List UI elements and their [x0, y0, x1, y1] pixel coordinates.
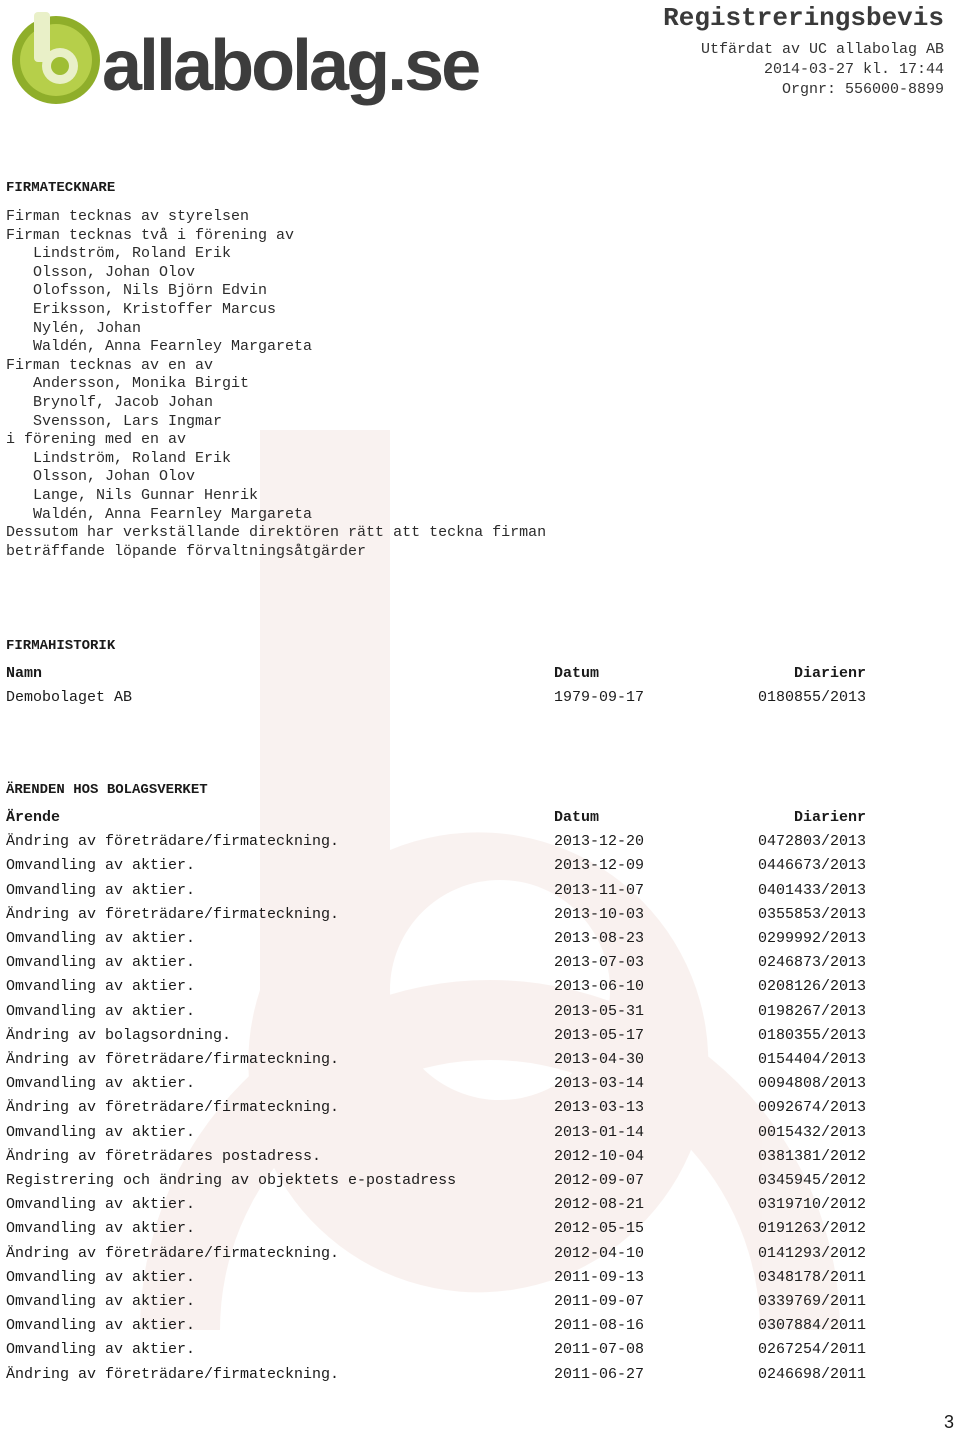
cell-case: Ändring av bolagsordning.: [6, 1026, 232, 1044]
cell-case: Omvandling av aktier.: [6, 1341, 196, 1359]
cell-case: Omvandling av aktier.: [6, 1293, 196, 1311]
cell-reg-number: 0094808/2013: [757, 1075, 866, 1093]
cell-date: 2012-04-10: [554, 1244, 645, 1262]
history-title: FIRMAHISTORIK: [6, 638, 116, 654]
cell-reg-number: 0446673/2013: [757, 857, 866, 875]
company-history-section: [6, 636, 876, 710]
cell-reg-number: 0154404/2013: [757, 1051, 866, 1069]
cell-reg-number: 0339769/2011: [757, 1293, 866, 1311]
table-row: [6, 951, 876, 975]
cases-section: [6, 780, 876, 1387]
table-row: [6, 975, 876, 999]
cell-date: 2013-12-09: [554, 857, 645, 875]
cell-case: Omvandling av aktier.: [6, 954, 196, 972]
cell-reg-number: 0267254/2011: [757, 1341, 866, 1359]
signatory-line: Lindström, Roland Erik: [6, 449, 232, 467]
cell-date: 2012-08-21: [554, 1196, 645, 1214]
cell-case: Omvandling av aktier.: [6, 930, 196, 948]
signatory-line: Olsson, Johan Olov: [6, 263, 196, 281]
cell-case: Ändring av företrädare/firmateckning.: [6, 1244, 340, 1262]
org-number-line: Orgnr: 556000-8899: [781, 81, 944, 98]
cell-reg-number: 0180355/2013: [757, 1026, 866, 1044]
cell-reg-number: 0401433/2013: [757, 881, 866, 899]
cell-case: Omvandling av aktier.: [6, 1123, 196, 1141]
table-row: [6, 1242, 876, 1266]
table-row: [6, 1363, 876, 1387]
cell-reg-number: 0208126/2013: [757, 978, 866, 996]
cell-reg-number: 0472803/2013: [757, 833, 866, 851]
cell-date: 2013-03-14: [554, 1075, 645, 1093]
column-header-reg-number: Diarienr: [793, 665, 866, 682]
cell-reg-number: 0015432/2013: [757, 1123, 866, 1141]
cell-case: Ändring av företrädare/firmateckning.: [6, 1365, 340, 1383]
column-header-name: Namn: [6, 665, 43, 682]
signatory-line: Andersson, Monika Birgit: [6, 375, 250, 393]
table-row: [6, 1169, 876, 1193]
cell-reg-number: 0191263/2012: [757, 1220, 866, 1238]
cell-date: 2013-12-20: [554, 833, 645, 851]
table-row: [6, 1266, 876, 1290]
cases-table-body: [6, 830, 876, 1387]
signatory-line: Brynolf, Jacob Johan: [6, 393, 214, 411]
signatory-line: Firman tecknas av styrelsen: [6, 208, 250, 225]
cell-date: 2012-05-15: [554, 1220, 645, 1238]
cell-date: 2013-01-14: [554, 1123, 645, 1141]
cell-date: 1979-09-17: [554, 689, 645, 707]
cases-header-row: [6, 806, 876, 830]
column-header-reg-number: Diarienr: [793, 809, 866, 826]
signatory-line: Olofsson, Nils Björn Edvin: [6, 282, 268, 300]
cell-case: Omvandling av aktier.: [6, 881, 196, 899]
signatory-line: Olsson, Johan Olov: [6, 468, 196, 486]
cell-reg-number: 0348178/2011: [757, 1268, 866, 1286]
cell-reg-number: 0319710/2012: [757, 1196, 866, 1214]
signatories-section: [6, 178, 876, 198]
signatory-line: Firman tecknas två i förening av: [6, 226, 295, 244]
column-header-date: Datum: [554, 809, 600, 826]
cell-case: Ändring av företrädare/firmateckning.: [6, 905, 340, 923]
document-header: [663, 0, 944, 100]
cell-date: 2013-10-03: [554, 905, 645, 923]
signatory-line: Lange, Nils Gunnar Henrik: [6, 486, 259, 504]
cell-case: Registrering och ändring av objektets e-postadress: [6, 1172, 457, 1190]
company-logo: [8, 4, 478, 108]
signatory-line: Dessutom har verkställande direktören rätt att teckna firman: [6, 524, 547, 542]
signatory-line: Waldén, Anna Fearnley Margareta: [6, 505, 313, 523]
cell-date: 2011-06-27: [554, 1365, 645, 1383]
signatory-line: Nylén, Johan: [6, 319, 142, 337]
table-row: [6, 1217, 876, 1241]
cell-case: Omvandling av aktier.: [6, 857, 196, 875]
cell-date: 2011-09-13: [554, 1268, 645, 1286]
signatory-line: Waldén, Anna Fearnley Margareta: [6, 338, 313, 356]
cell-case: Ändring av företrädare/firmateckning.: [6, 833, 340, 851]
cell-reg-number: 0299992/2013: [757, 930, 866, 948]
signatory-line: i förening med en av: [6, 431, 187, 449]
cell-reg-number: 0307884/2011: [757, 1317, 866, 1335]
logo-mark-icon: [8, 4, 104, 108]
page-number: 3: [943, 1412, 954, 1432]
table-row: [6, 1290, 876, 1314]
table-row: [6, 1024, 876, 1048]
cell-reg-number: 0246873/2013: [757, 954, 866, 972]
cell-case: Omvandling av aktier.: [6, 1002, 196, 1020]
table-row: [6, 1145, 876, 1169]
table-row: [6, 830, 876, 854]
cell-reg-number: 0381381/2012: [757, 1147, 866, 1165]
column-header-date: Datum: [554, 665, 600, 682]
column-header-case: Ärende: [6, 809, 61, 826]
cases-title: ÄRENDEN HOS BOLAGSVERKET: [6, 782, 208, 798]
cell-date: 2013-04-30: [554, 1051, 645, 1069]
signatory-line: beträffande löpande förvaltningsåtgärder: [6, 542, 367, 560]
cell-name: Demobolaget AB: [6, 689, 133, 707]
cell-case: Ändring av företrädare/firmateckning.: [6, 1099, 340, 1117]
cell-case: Omvandling av aktier.: [6, 1075, 196, 1093]
cell-case: Ändring av företrädares postadress.: [6, 1147, 322, 1165]
cell-date: 2011-07-08: [554, 1341, 645, 1359]
cell-date: 2013-08-23: [554, 930, 645, 948]
logo-text: allabolag.se: [102, 26, 479, 106]
signatories-title: FIRMATECKNARE: [6, 180, 116, 196]
table-row: [6, 1096, 876, 1120]
cell-date: 2012-10-04: [554, 1147, 645, 1165]
cell-date: 2011-08-16: [554, 1317, 645, 1335]
issued-date-line: 2014-03-27 kl. 17:44: [763, 61, 944, 78]
cell-case: Omvandling av aktier.: [6, 1220, 196, 1238]
cell-case: Ändring av företrädare/firmateckning.: [6, 1051, 340, 1069]
table-row: [6, 1048, 876, 1072]
table-row: [6, 854, 876, 878]
cell-date: 2013-06-10: [554, 978, 645, 996]
table-row: [6, 1000, 876, 1024]
table-row: [6, 927, 876, 951]
signatories-list: [6, 208, 906, 561]
signatory-line: Eriksson, Kristoffer Marcus: [6, 300, 277, 318]
cell-reg-number: 0246698/2011: [757, 1365, 866, 1383]
table-row: [6, 1121, 876, 1145]
cell-reg-number: 0198267/2013: [757, 1002, 866, 1020]
signatory-line: Firman tecknas av en av: [6, 356, 214, 374]
cell-date: 2011-09-07: [554, 1293, 645, 1311]
cell-date: 2012-09-07: [554, 1172, 645, 1190]
cell-reg-number: 0355853/2013: [757, 905, 866, 923]
signatory-line: Lindström, Roland Erik: [6, 245, 232, 263]
table-row: [6, 879, 876, 903]
cell-date: 2013-05-17: [554, 1026, 645, 1044]
cell-date: 2013-03-13: [554, 1099, 645, 1117]
cell-reg-number: 0345945/2012: [757, 1172, 866, 1190]
cell-date: 2013-05-31: [554, 1002, 645, 1020]
signatory-line: Svensson, Lars Ingmar: [6, 412, 223, 430]
table-row: [6, 1193, 876, 1217]
history-header-row: [6, 662, 876, 686]
table-row: [6, 1338, 876, 1362]
table-row: [6, 1314, 876, 1338]
cell-date: 2013-07-03: [554, 954, 645, 972]
cell-reg-number: 0180855/2013: [757, 689, 866, 707]
cell-case: Omvandling av aktier.: [6, 1317, 196, 1335]
cell-case: Omvandling av aktier.: [6, 1196, 196, 1214]
cell-case: Omvandling av aktier.: [6, 1268, 196, 1286]
table-row: [6, 903, 876, 927]
table-row: [6, 1072, 876, 1096]
cell-date: 2013-11-07: [554, 881, 645, 899]
cell-case: Omvandling av aktier.: [6, 978, 196, 996]
cell-reg-number: 0092674/2013: [757, 1099, 866, 1117]
issuer-line: Utfärdat av UC allabolag AB: [700, 41, 944, 58]
cell-reg-number: 0141293/2012: [757, 1244, 866, 1262]
table-row: [6, 686, 876, 710]
document-title: Registreringsbevis: [663, 3, 944, 33]
